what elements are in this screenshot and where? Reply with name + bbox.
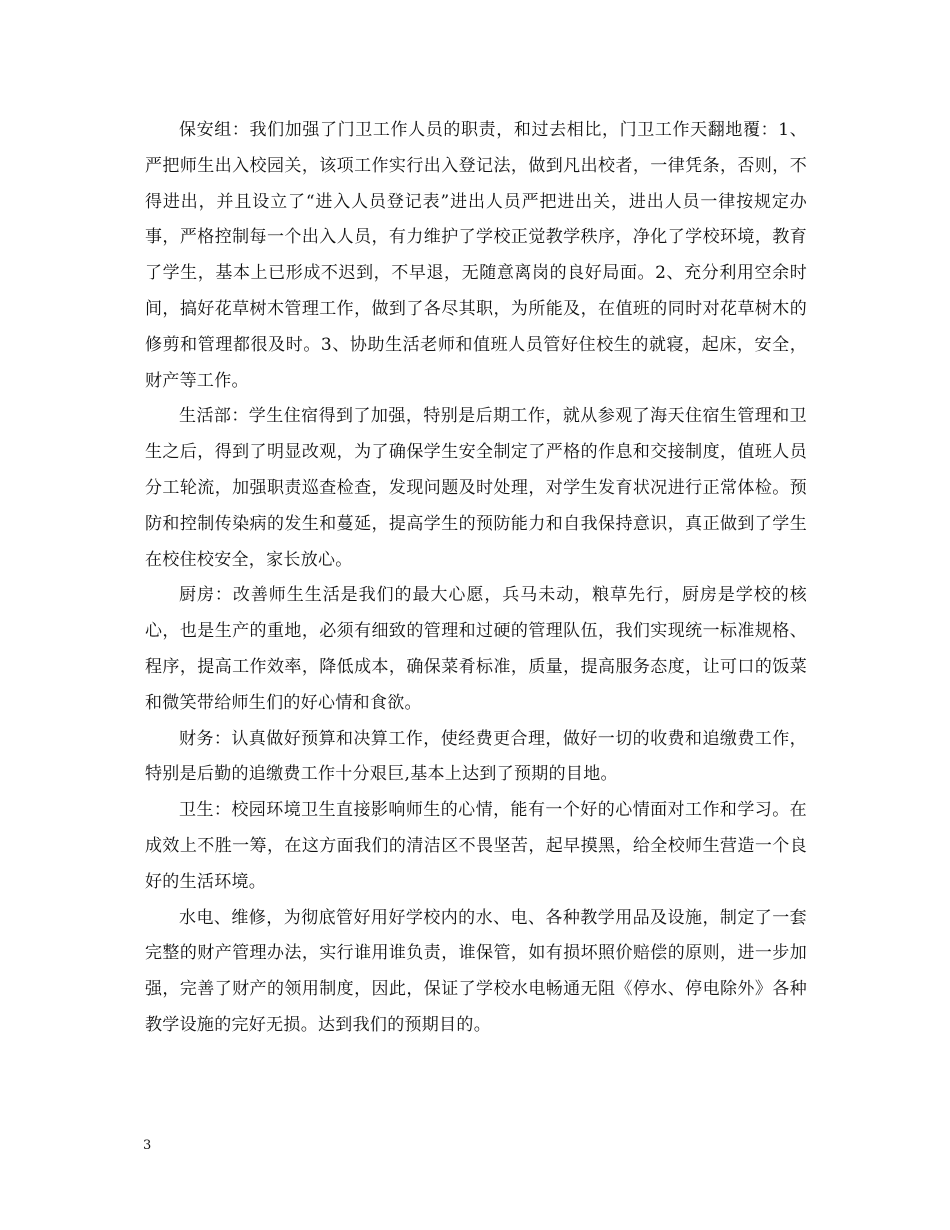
paragraph-finance: 财务：认真做好预算和决算工作，使经费更合理，做好一切的收费和追缴费工作，特别是后勤的追缴费工作十分艰巨,基本上达到了预期的目地。 (145, 728, 807, 785)
paragraph-living-department: 生活部：学生住宿得到了加强，特别是后期工作，就从参观了海天住宿生管理和卫生之后，得到了明显改观，为了确保学生安全制定了严格的作息和交接制度，值班人员分工轮流，加强职责巡查检查，发现问题及时处理，对学生发育状况进行正常体检。预防和控制传染病的发生和蔓延，提高学生的预防能力和自我保持意识，真正做到了学生在校住校安全，家长放心。 (145, 406, 807, 570)
paragraph-kitchen: 厨房：改善师生生活是我们的最大心愿，兵马未动，粮草先行，厨房是学校的核心，也是生产的重地，必须有细致的管理和过硬的管理队伍，我们实现统一标准规格、程序，提高工作效率，降低成本，确保菜肴标准，质量，提高服务态度，让可口的饭菜和微笑带给师生们的好心情和食欲。 (145, 585, 807, 713)
document-body (145, 113, 807, 1044)
paragraph-utilities-maintenance: 水电、维修，为彻底管好用好学校内的水、电、各种教学用品及设施，制定了一套完整的财产管理办法，实行谁用谁负责，谁保管，如有损坏照价赔偿的原则，进一步加强，完善了财产的领用制度，因此，保证了学校水电畅通无阻《停水、停电除外》各种教学设施的完好无损。达到我们的预期目的。 (145, 907, 807, 1035)
page-number: 3 (143, 1138, 152, 1153)
paragraph-sanitation: 卫生：校园环境卫生直接影响师生的心情，能有一个好的心情面对工作和学习。在成效上不胜一筹，在这方面我们的清洁区不畏坚苦，起早摸黑，给全校师生营造一个良好的生活环境。 (145, 800, 807, 892)
paragraph-security-team: 保安组：我们加强了门卫工作人员的职责，和过去相比，门卫工作天翻地覆：1、严把师生出入校园关，该项工作实行出入登记法，做到凡出校者，一律凭条，否则，不得进出，并且设立了“进入人员登记表”进出人员严把进出关，进出人员一律按规定办事，严格控制每一个出入人员，有力维护了学校正觉教学秩序，净化了学校环境，教育了学生，基本上已形成不迟到，不早退，无随意离岗的良好局面。2、充分利用空余时间，搞好花草树木管理工作，做到了各尽其职，为所能及，在值班的同时对花草树木的修剪和管理都很及时。3、协助生活老师和值班人员管好住校生的就寝，起床，安全，财产等工作。 (145, 120, 807, 391)
